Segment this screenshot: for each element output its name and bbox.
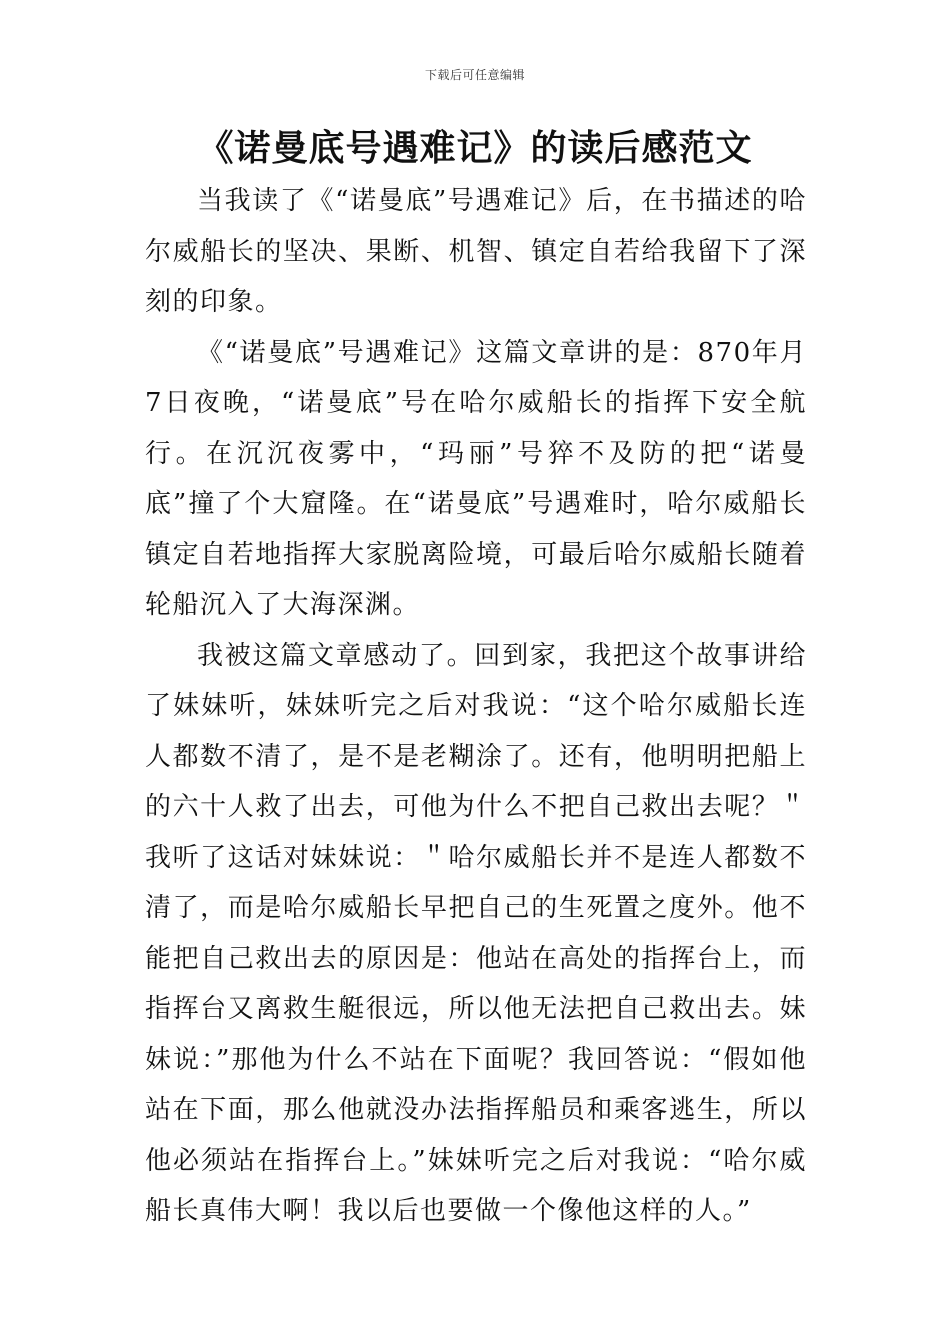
paragraph-2: 《“诺曼底”号遇难记》这篇文章讲的是：870年月7日夜晚，“诺曼底”号在哈尔威船长的指挥下安全航行。在沉沉夜雾中，“玛丽”号猝不及防的把“诺曼底”撞了个大窟隆。在“诺曼底”号遇难时，哈尔威船长镇定自若地指挥大家脱离险境，可最后哈尔威船长随着轮船沉入了大海深渊。 xyxy=(145,337,807,620)
paragraph-1: 当我读了《“诺曼底”号遇难记》后，在书描述的哈尔威船长的坚决、果断、机智、镇定自若给我留下了深刻的印象。 xyxy=(145,186,807,317)
document-title: 《诺曼底号遇难记》的读后感范文 xyxy=(197,128,753,169)
document-body xyxy=(145,176,807,1237)
header-note: 下载后可任意编辑 xyxy=(424,68,525,82)
paragraph-3: 我被这篇文章感动了。回到家，我把这个故事讲给了妹妹听，妹妹听完之后对我说：“这个哈尔威船长连人都数不清了，是不是老糊涂了。还有，他明明把船上的六十人救了出去，可他为什么不把自己救出去呢？＂我听了这话对妹妹说：＂哈尔威船长并不是连人都数不清了，而是哈尔威船长早把自己的生死置之度外。他不能把自己救出去的原因是：他站在高处的指挥台上，而指挥台又离救生艇很远，所以他无法把自己救出去。妹妹说：”那他为什么不站在下面呢？我回答说：“假如他站在下面，那么他就没办法指挥船员和乘客逃生，所以他必须站在指挥台上。”妹妹听完之后对我说：“哈尔威船长真伟大啊！我以后也要做一个像他这样的人。” xyxy=(145,640,807,1226)
